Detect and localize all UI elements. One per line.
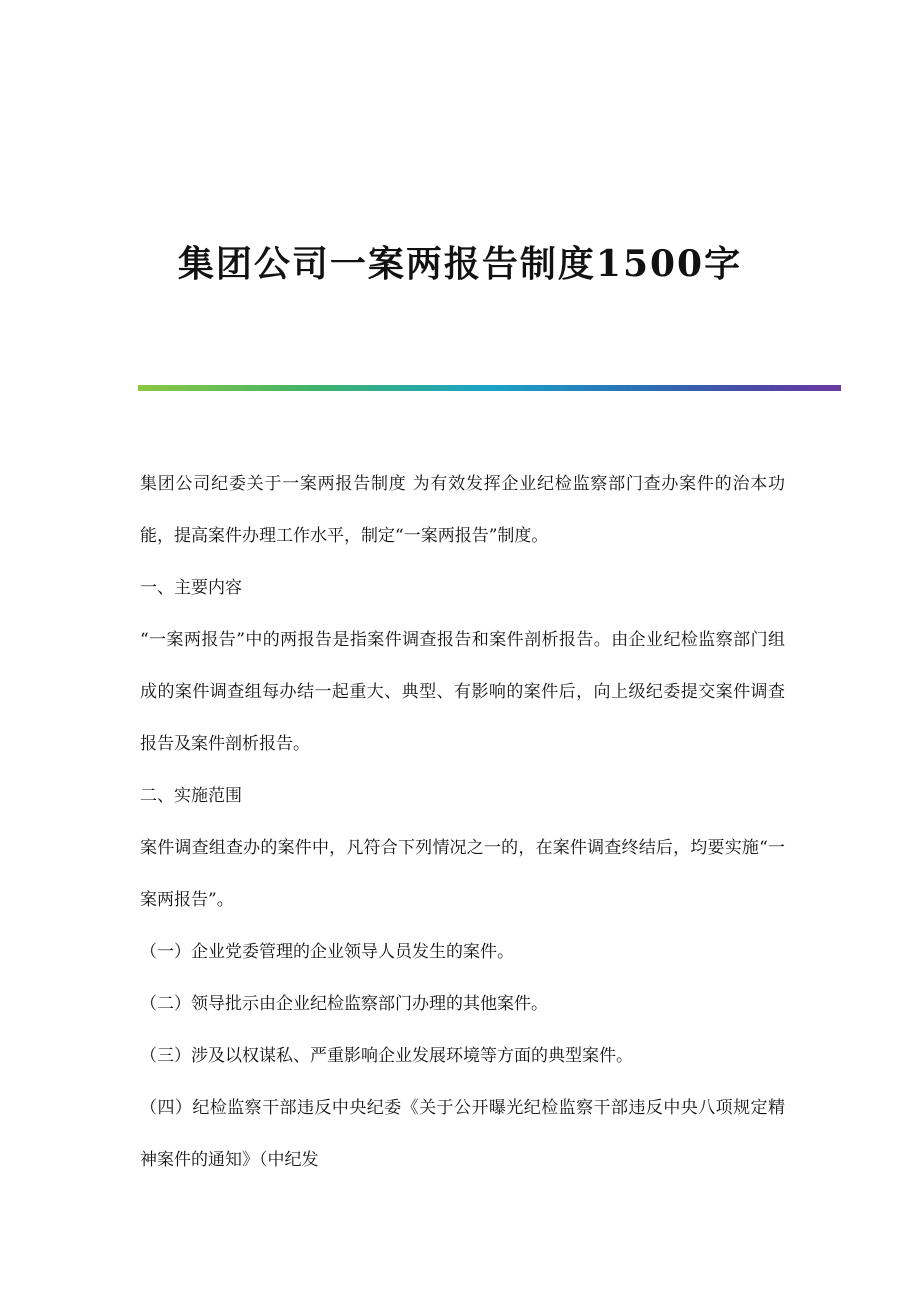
document-body (140, 458, 785, 1186)
scope-paragraph: 案件调查组查办的案件中，凡符合下列情况之一的，在案件调查终结后，均要实施“一案两报告”。 (140, 838, 785, 910)
scope-item-2: （二）领导批示由企业纪检监察部门办理的其他案件。 (140, 994, 548, 1014)
scope-item-3: （三）涉及以权谋私、严重影响企业发展环境等方面的典型案件。 (140, 1046, 633, 1066)
section-heading-main-content: 一、主要内容 (140, 578, 242, 598)
title-divider (138, 385, 841, 391)
section-heading-scope: 二、实施范围 (140, 786, 242, 806)
intro-paragraph: 集团公司纪委关于一案两报告制度 为有效发挥企业纪检监察部门查办案件的治本功能，提高案件办理工作水平，制定“一案两报告”制度。 (140, 474, 785, 546)
main-content-paragraph: “一案两报告”中的两报告是指案件调查报告和案件剖析报告。由企业纪检监察部门组成的案件调查组每办结一起重大、典型、有影响的案件后，向上级纪委提交案件调查报告及案件剖析报告。 (140, 630, 785, 754)
scope-item-4: （四）纪检监察干部违反中央纪委《关于公开曝光纪检监察干部违反中央八项规定精神案件的通知》（中纪发 (140, 1098, 785, 1170)
scope-item-1: （一）企业党委管理的企业领导人员发生的案件。 (140, 942, 514, 962)
document-title: 集团公司一案两报告制度1500字 (177, 243, 743, 286)
